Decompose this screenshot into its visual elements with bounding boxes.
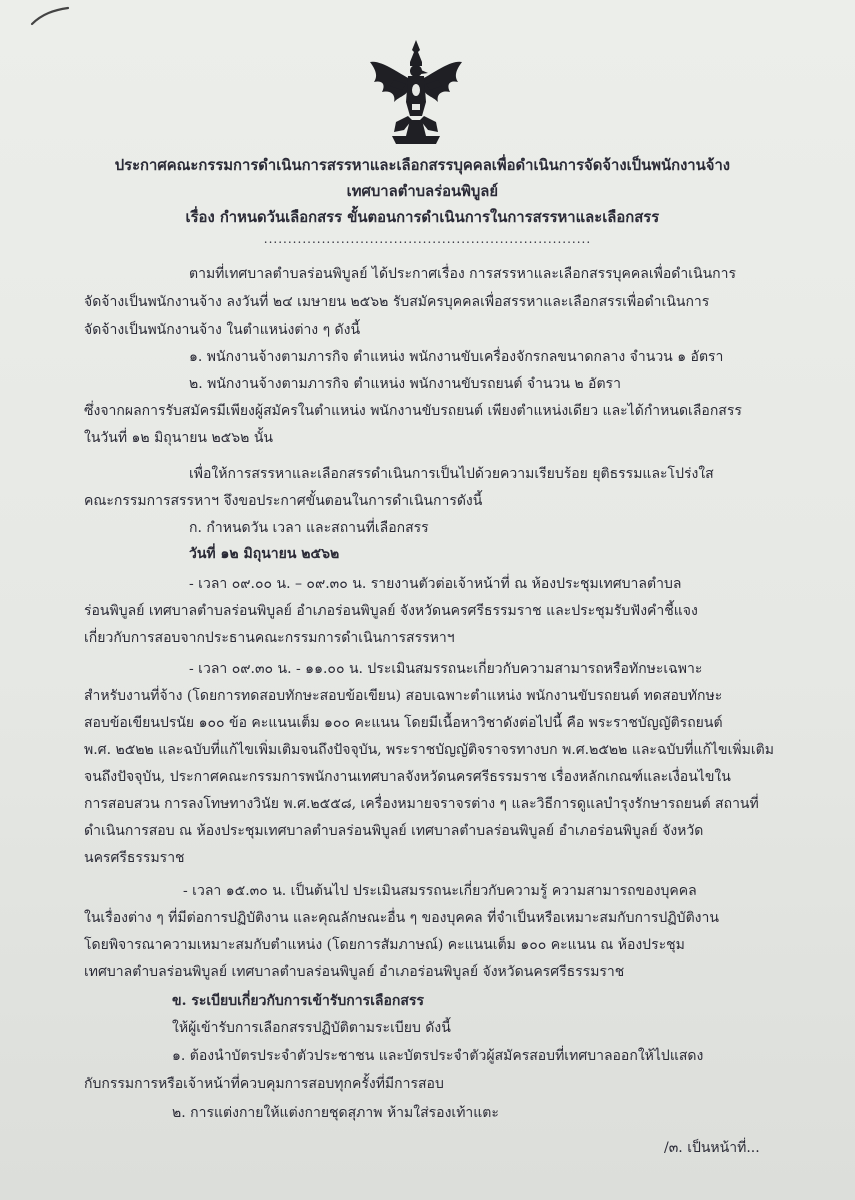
municipality-name: เทศบาลตำบลร่อนพิบูลย์ xyxy=(346,182,499,200)
paragraph-line: จัดจ้างเป็นพนักงานจ้าง ลงวันที่ ๒๔ เมษายน ๒๕๖๒ รับสมัครบุคคลเพื่อสรรหาและเลือกสรรเพื่อดำเนินการ xyxy=(84,294,710,310)
schedule-line: สำหรับงานที่จ้าง (โดยการทดสอบทักษะสอบข้อเขียน) สอบเฉพาะตำแหน่ง พนักงานขับรถยนต์ ทดสอบทักษะ xyxy=(84,688,723,704)
paragraph-line: ซึ่งจากผลการรับสมัครมีเพียงผู้สมัครในตำแหน่ง พนักงานขับรถยนต์ เพียงตำแหน่งเดียว และได้กำหนดเลือกสรร xyxy=(84,403,742,419)
schedule-line: เกี่ยวกับการสอบจากประธานคณะกรรมการดำเนินการสรรหาฯ xyxy=(84,630,455,646)
section-heading: ข. ระเบียบเกี่ยวกับการเข้ารับการเลือกสรร xyxy=(172,993,424,1009)
subject-line: เรื่อง กำหนดวันเลือกสรร ขั้นตอนการดำเนินการในการสรรหาและเลือกสรร xyxy=(185,208,660,226)
separator-dots: .................................................................... xyxy=(263,232,592,246)
paragraph-line: ให้ผู้เข้ารับการเลือกสรรปฏิบัติตามระเบียบ ดังนี้ xyxy=(172,1020,451,1036)
paragraph-line: ในวันที่ ๑๒ มิถุนายน ๒๕๖๒ นั้น xyxy=(84,430,273,446)
rule-item: กับกรรมการหรือเจ้าหน้าที่ควบคุมการสอบทุกครั้งที่มีการสอบ xyxy=(84,1076,444,1092)
announcement-title: ประกาศคณะกรรมการดำเนินการสรรหาและเลือกสรรบุคคลเพื่อดำเนินการจัดจ้างเป็นพนักงานจ้าง xyxy=(114,156,731,174)
list-item: ๑. พนักงานจ้างตามภารกิจ ตำแหน่ง พนักงานขับเครื่องจักรกลขนาดกลาง จำนวน ๑ อัตรา xyxy=(189,349,724,365)
section-heading: ก. กำหนดวัน เวลา และสถานที่เลือกสรร xyxy=(189,520,429,536)
schedule-line: การสอบสวน การลงโทษทางวินัย พ.ศ.๒๕๕๘, เครื่องหมายจราจรต่าง ๆ และวิธีการดูแลบำรุงรักษารถยนต์ สถานที่ xyxy=(84,796,759,812)
schedule-line: - เวลา ๑๕.๓๐ น. เป็นต้นไป ประเมินสมรรถนะเกี่ยวกับความรู้ ความสามารถของบุคคล xyxy=(183,883,697,899)
paragraph-line: คณะกรรมการสรรหาฯ จึงขอประกาศขั้นตอนในการดำเนินการดังนี้ xyxy=(84,493,483,509)
rule-item: ๒. การแต่งกายให้แต่งกายชุดสุภาพ ห้ามใส่รองเท้าแตะ xyxy=(172,1105,499,1121)
schedule-line: ร่อนพิบูลย์ เทศบาลตำบลร่อนพิบูลย์ อำเภอร่อนพิบูลย์ จังหวัดนครศรีธรรมราช และประชุมรับฟังคำชี้แจง xyxy=(84,603,698,619)
schedule-line: นครศรีธรรมราช xyxy=(84,850,185,866)
schedule-line: พ.ศ. ๒๕๒๒ และฉบับที่แก้ไขเพิ่มเติมจนถึงปัจจุบัน, พระราชบัญญัติจราจรทางบก พ.ศ.๒๕๒๒ และฉบับที่แก้ไขเพิ่มเติม xyxy=(84,742,774,758)
schedule-line: ในเรื่องต่าง ๆ ที่มีต่อการปฏิบัติงาน และคุณลักษณะอื่น ๆ ของบุคคล ที่จำเป็นหรือเหมาะสมกับการปฏิบัติงาน xyxy=(84,910,719,926)
schedule-line: ดำเนินการสอบ ณ ห้องประชุมเทศบาลตำบลร่อนพิบูลย์ เทศบาลตำบลร่อนพิบูลย์ อำเภอร่อนพิบูลย์ จังหวัด xyxy=(84,823,704,839)
paragraph-line: เพื่อให้การสรรหาและเลือกสรรดำเนินการเป็นไปด้วยความเรียบร้อย ยุติธรรมและโปร่งใส xyxy=(189,466,714,482)
list-item: ๒. พนักงานจ้างตามภารกิจ ตำแหน่ง พนักงานขับรถยนต์ จำนวน ๒ อัตรา xyxy=(189,376,621,392)
schedule-line: - เวลา ๐๙.๓๐ น. - ๑๑.๐๐ น. ประเมินสมรรถนะเกี่ยวกับความสามารถหรือทักษะเฉพาะ xyxy=(189,661,703,677)
exam-date: วันที่ ๑๒ มิถุนายน ๒๕๖๒ xyxy=(189,546,340,562)
paragraph-line: ตามที่เทศบาลตำบลร่อนพิบูลย์ ได้ประกาศเรื่อง การสรรหาและเลือกสรรบุคคลเพื่อดำเนินการ xyxy=(189,266,737,282)
schedule-line: โดยพิจารณาความเหมาะสมกับตำแหน่ง (โดยการสัมภาษณ์) คะแนนเต็ม ๑๐๐ คะแนน ณ ห้องประชุม xyxy=(84,937,685,953)
paragraph-line: จัดจ้างเป็นพนักงานจ้าง ในตำแหน่งต่าง ๆ ดังนี้ xyxy=(84,322,361,338)
schedule-line: - เวลา ๐๙.๐๐ น. – ๐๙.๓๐ น. รายงานตัวต่อเจ้าหน้าที่ ณ ห้องประชุมเทศบาลตำบล xyxy=(189,576,682,592)
rule-item: ๑. ต้องนำบัตรประจำตัวประชาชน และบัตรประจำตัวผู้สมัครสอบที่เทศบาลออกให้ไปแสดง xyxy=(172,1048,704,1064)
schedule-line: สอบข้อเขียนปรนัย ๑๐๐ ข้อ คะแนนเต็ม ๑๐๐ คะแนน โดยมีเนื้อหาวิชาดังต่อไปนี้ คือ พระราชบัญญัติรถยนต์ xyxy=(84,715,723,731)
pen-mark-icon xyxy=(30,6,70,26)
garuda-emblem-icon xyxy=(368,40,464,148)
page-continuation: /๓. เป็นหน้าที่... xyxy=(664,1140,760,1156)
schedule-line: จนถึงปัจจุบัน, ประกาศคณะกรรมการพนักงานเทศบาลจังหวัดนครศรีธรรมราช เรื่องหลักเกณฑ์และเงื่อนไขใน xyxy=(84,769,731,785)
schedule-line: เทศบาลตำบลร่อนพิบูลย์ เทศบาลตำบลร่อนพิบูลย์ อำเภอร่อนพิบูลย์ จังหวัดนครศรีธรรมราช xyxy=(84,964,625,980)
